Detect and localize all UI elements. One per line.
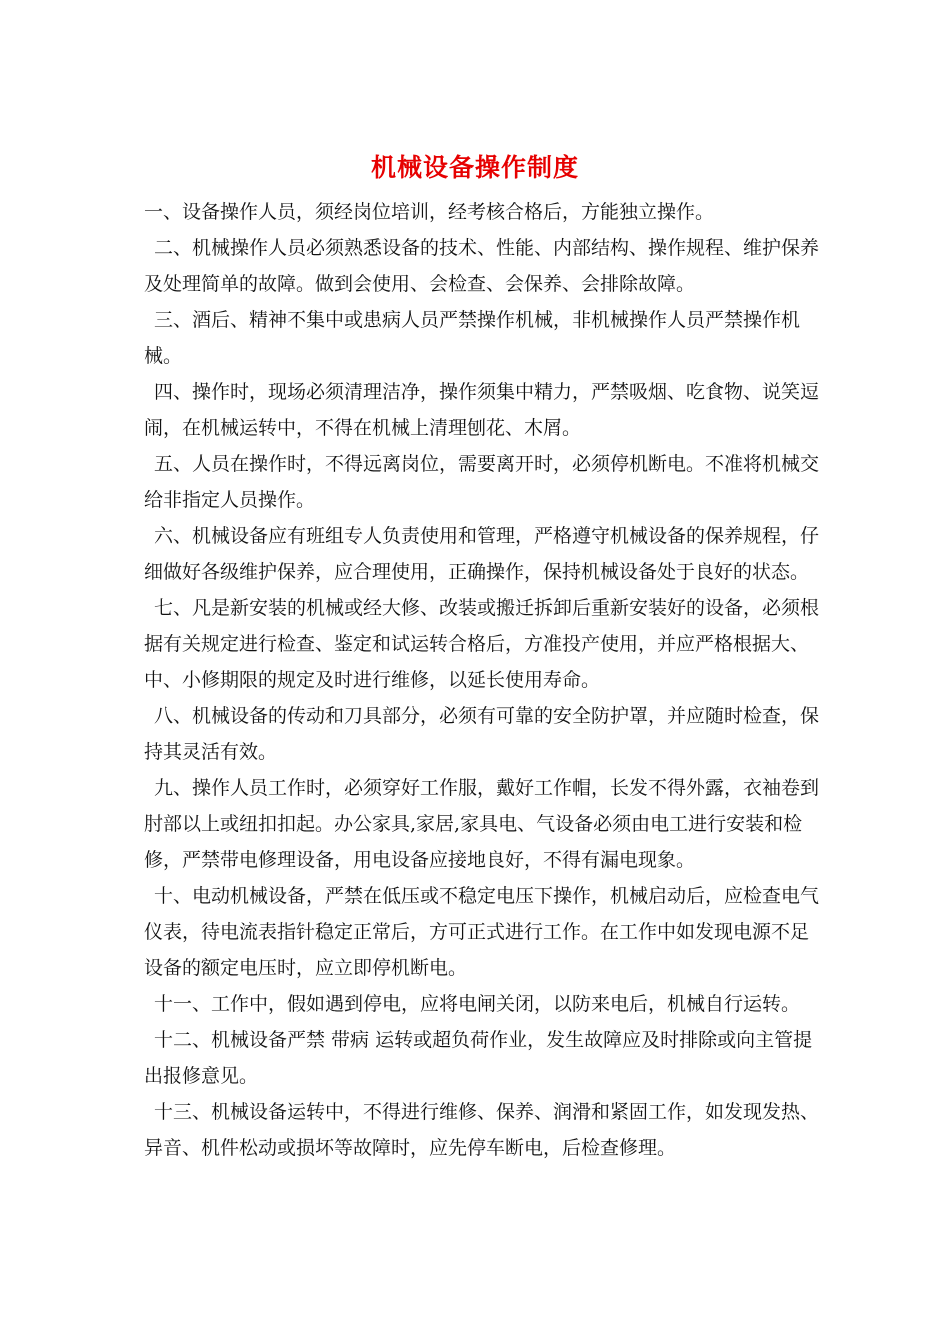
rule-paragraph-4: 四、操作时，现场必须清理洁净，操作须集中精力，严禁吸烟、吃食物、说笑逗闹，在机械运转中，不得在机械上清理刨花、木屑。: [144, 381, 820, 439]
rule-paragraph-6: 六、机械设备应有班组专人负责使用和管理，严格遵守机械设备的保养规程，仔细做好各级维护保养，应合理使用，正确操作，保持机械设备处于良好的状态。: [144, 525, 820, 583]
rule-paragraph-5: 五、人员在操作时，不得远离岗位，需要离开时，必须停机断电。不准将机械交给非指定人员操作。: [144, 453, 820, 511]
rule-paragraph-10: 十、电动机械设备，严禁在低压或不稳定电压下操作，机械启动后，应检查电气仪表，待电流表指针稳定正常后，方可正式进行工作。在工作中如发现电源不足设备的额定电压时，应立即停机断电。: [144, 885, 820, 979]
rule-paragraph-11: 十一、工作中，假如遇到停电，应将电闸关闭，以防来电后，机械自行运转。: [154, 993, 801, 1015]
rule-paragraph-8: 八、机械设备的传动和刀具部分，必须有可靠的安全防护罩，并应随时检查，保持其灵活有效。: [144, 705, 820, 763]
rule-paragraph-7: 七、凡是新安装的机械或经大修、改装或搬迁拆卸后重新安装好的设备，必须根据有关规定进行检查、鉴定和试运转合格后，方准投产使用，并应严格根据大、中、小修期限的规定及时进行维修，以延长使用寿命。: [144, 597, 820, 691]
rule-paragraph-13: 十三、机械设备运转中，不得进行维修、保养、润滑和紧固工作，如发现发热、异音、机件松动或损坏等故障时，应先停车断电，后检查修理。: [144, 1101, 820, 1159]
rule-paragraph-3: 三、酒后、精神不集中或患病人员严禁操作机械，非机械操作人员严禁操作机械。: [144, 309, 801, 367]
rule-paragraph-12: 十二、机械设备严禁 带病 运转或超负荷作业，发生故障应及时排除或向主管提出报修意见。: [144, 1029, 813, 1087]
rule-paragraph-9: 九、操作人员工作时，必须穿好工作服，戴好工作帽，长发不得外露，衣袖卷到肘部以上或纽扣扣起。办公家具,家居,家具电、气设备必须由电工进行安装和检修，严禁带电修理设备，用电设备应接地良好，不得有漏电现象。: [144, 777, 820, 871]
document-title: 机械设备操作制度: [370, 153, 579, 182]
document-body: [144, 194, 820, 1166]
rule-paragraph-1: 一、设备操作人员，须经岗位培训，经考核合格后，方能独立操作。: [144, 201, 715, 223]
rule-paragraph-2: 二、机械操作人员必须熟悉设备的技术、性能、内部结构、操作规程、维护保养及处理简单的故障。做到会使用、会检查、会保养、会排除故障。: [144, 237, 820, 295]
